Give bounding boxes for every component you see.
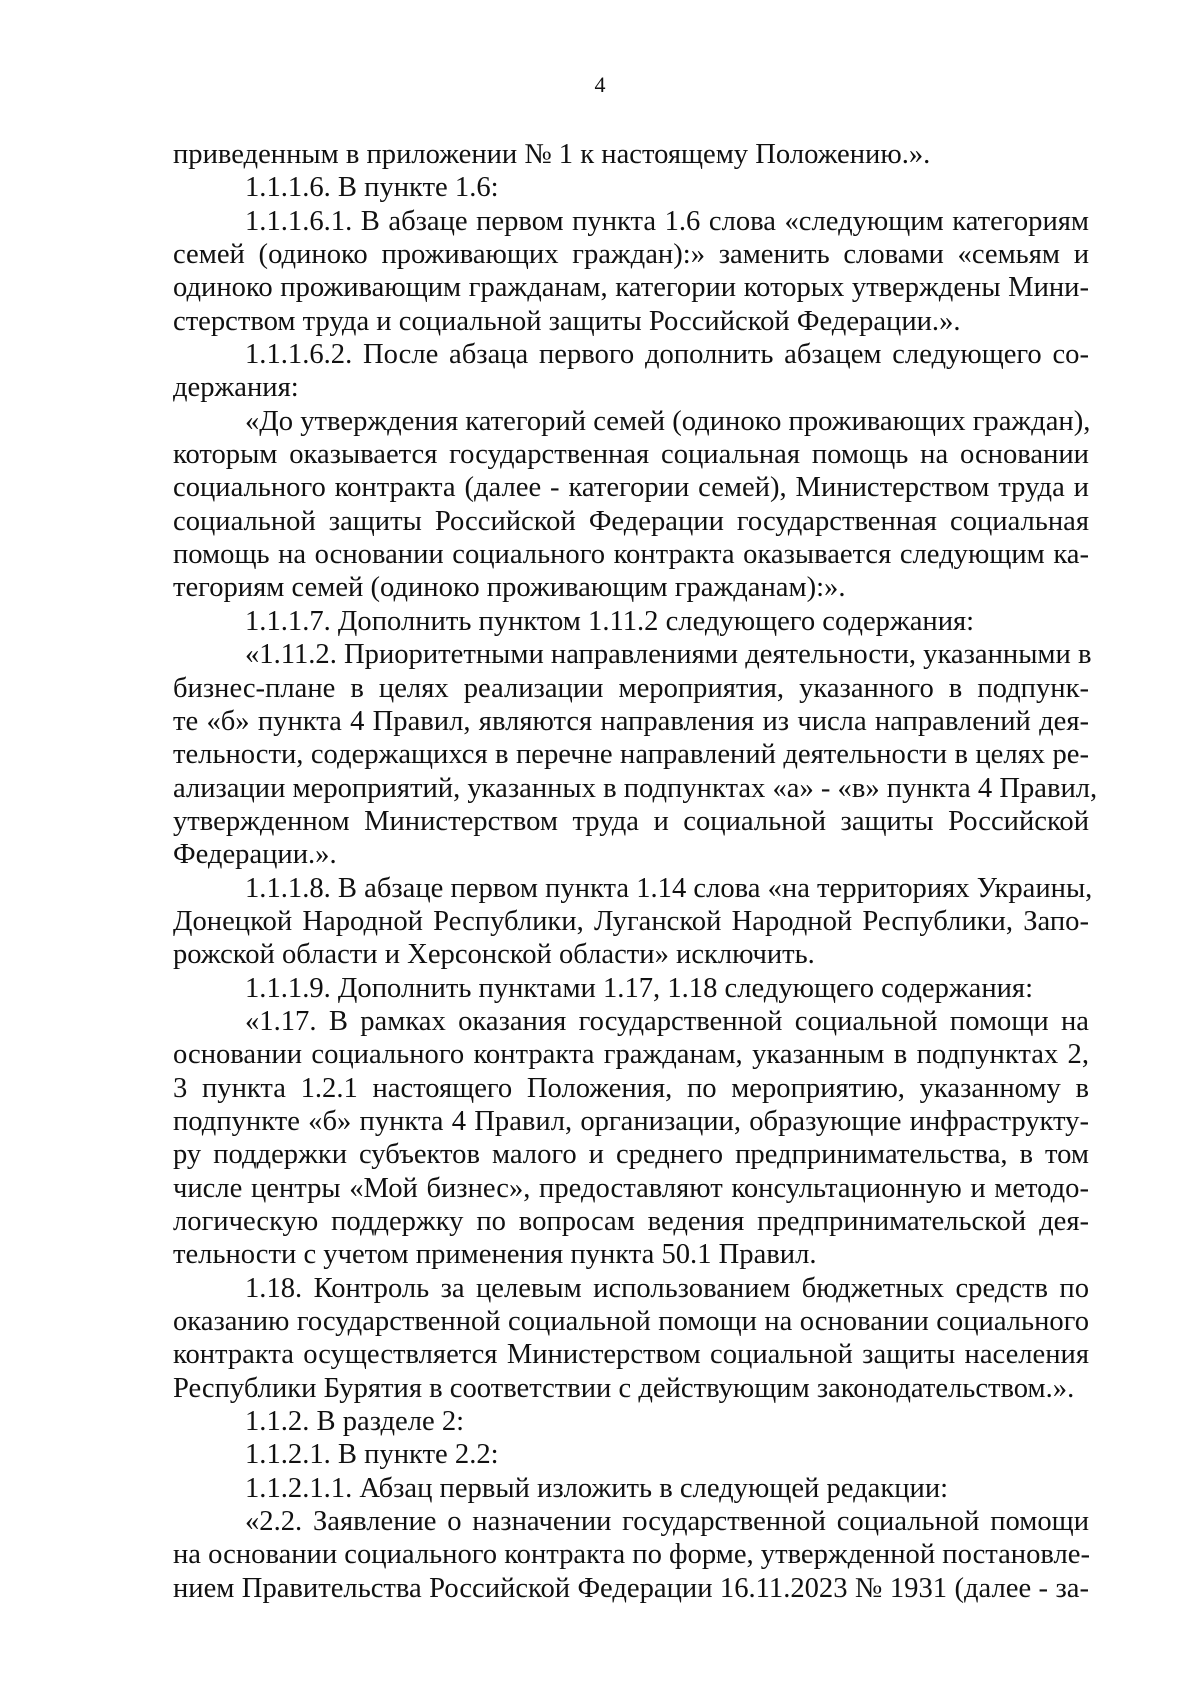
document-body	[173, 138, 1098, 1605]
text-line: 1.1.1.7. Дополнить пунктом 1.11.2 следующего содержания:	[245, 605, 975, 637]
text-line: тегориям семей (одиноко проживающим гражданам):».	[173, 572, 846, 604]
text-line: стерством труда и социальной защиты Российской Федерации.».	[173, 305, 961, 337]
text-line: числе центры «Мой бизнес», предоставляют консультационную и методо-	[173, 1172, 1089, 1204]
text-line: оказанию государственной социальной помощи на основании социального	[173, 1306, 1089, 1338]
text-line: тельности, содержащихся в перечне направлений деятельности в целях ре-	[173, 739, 1089, 771]
text-line: 1.1.2.1.1. Абзац первый изложить в следующей редакции:	[245, 1472, 949, 1504]
text-line: тельности с учетом применения пункта 50.1 Правил.	[173, 1239, 817, 1271]
text-line: социальной защиты Российской Федерации государственная социальная	[173, 505, 1089, 537]
text-line: логическую поддержку по вопросам ведения предпринимательской дея-	[173, 1206, 1089, 1237]
text-line: «1.11.2. Приоритетными направлениями деятельности, указанными в	[245, 639, 1092, 671]
text-line: помощь на основании социального контракта оказывается следующим ка-	[173, 539, 1089, 571]
text-line: 1.1.1.6.1. В абзаце первом пункта 1.6 слова «следующим категориям	[245, 205, 1089, 237]
text-line: держания:	[173, 372, 299, 404]
text-line: на основании социального контракта по форме, утвержденной постановле-	[173, 1539, 1091, 1571]
text-line: ализации мероприятий, указанных в подпунктах «а» - «в» пункта 4 Правил,	[173, 772, 1098, 804]
text-line: основании социального контракта гражданам, указанным в подпунктах 2,	[173, 1039, 1089, 1071]
text-line: 1.1.1.6.2. После абзаца первого дополнить абзацем следующего со-	[245, 339, 1089, 371]
text-line: Федерации.».	[173, 839, 337, 871]
text-line: одиноко проживающим гражданам, категории которых утверждены Мини-	[173, 272, 1089, 304]
text-line: подпункте «б» пункта 4 Правил, организации, образующие инфраструкту-	[173, 1105, 1089, 1137]
page-number: 4	[594, 72, 606, 97]
text-line: Республики Бурятия в соответствии с действующим законодательством.».	[173, 1372, 1075, 1404]
text-line: «До утверждения категорий семей (одиноко проживающих граждан),	[245, 405, 1091, 437]
text-line: социального контракта (далее - категории семей), Министерством труда и	[173, 472, 1089, 504]
text-line: 1.1.2.1. В пункте 2.2:	[245, 1439, 499, 1471]
text-line: рожской области и Херсонской области» исключить.	[173, 939, 815, 971]
text-line: «1.17. В рамках оказания государственной социальной помощи на	[245, 1005, 1089, 1037]
text-line: приведенным в приложении № 1 к настоящему Положению.».	[173, 139, 931, 170]
text-line: 1.1.1.6. В пункте 1.6:	[245, 172, 499, 204]
text-line: нием Правительства Российской Федерации 16.11.2023 № 1931 (далее - за-	[173, 1572, 1089, 1604]
text-line: семей (одиноко проживающих граждан):» заменить словами «семьям и	[173, 239, 1089, 271]
text-line: 1.1.1.9. Дополнить пунктами 1.17, 1.18 следующего содержания:	[245, 972, 1034, 1004]
text-line: Донецкой Народной Республики, Луганской Народной Республики, Запо-	[173, 905, 1089, 937]
text-line: «2.2. Заявление о назначении государственной социальной помощи	[245, 1506, 1089, 1538]
text-line: бизнес-плане в целях реализации мероприятия, указанного в подпунк-	[173, 672, 1089, 704]
text-line: контракта осуществляется Министерством социальной защиты населения	[173, 1339, 1089, 1371]
text-line: ру поддержки субъектов малого и среднего предпринимательства, в том	[173, 1139, 1089, 1171]
text-line: утвержденном Министерством труда и социальной защиты Российской	[173, 805, 1089, 837]
text-line: 1.1.1.8. В абзаце первом пункта 1.14 слова «на территориях Украины,	[245, 872, 1093, 904]
text-line: которым оказывается государственная социальная помощь на основании	[173, 439, 1089, 471]
text-line: те «б» пункта 4 Правил, являются направления из числа направлений дея-	[173, 705, 1089, 737]
text-line: 3 пункта 1.2.1 настоящего Положения, по мероприятию, указанному в	[173, 1072, 1089, 1104]
text-line: 1.1.2. В разделе 2:	[245, 1406, 465, 1438]
text-line: 1.18. Контроль за целевым использованием бюджетных средств по	[245, 1272, 1089, 1304]
